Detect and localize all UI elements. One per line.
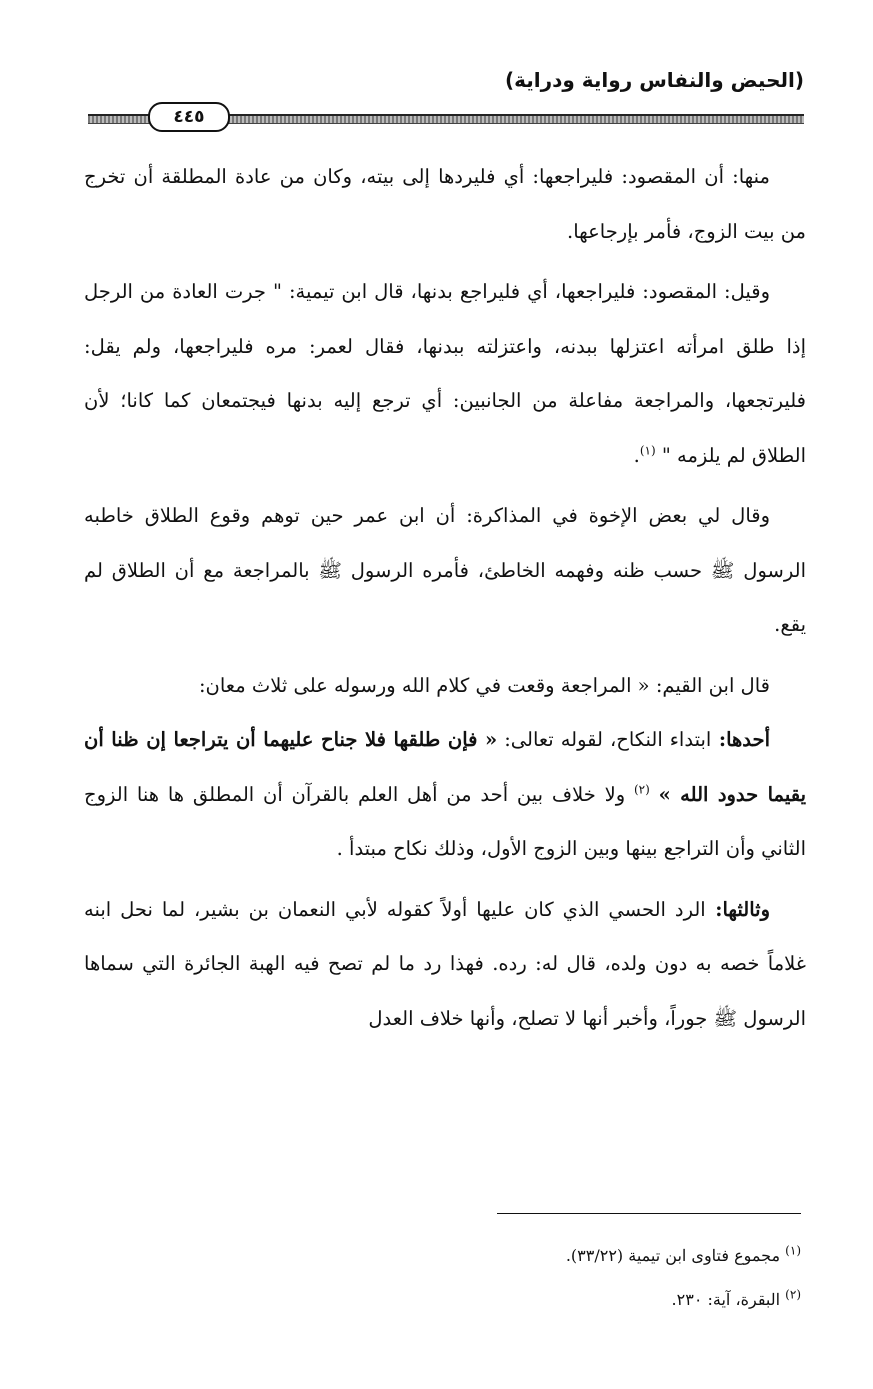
footnote-ref: (٢) xyxy=(633,782,650,796)
paragraph xyxy=(84,713,806,877)
paragraph-text: وقيل: المقصود: فليراجعها، أي فليراجع بدنها، قال ابن تيمية: " جرت العادة من الرجل إذا طلق امرأته اعتزلها ببدنه، واعتزلته ببدنها، فقال لعمر: مره فليراجعها، ولم يقل: فليرتجعها، والمراجعة مفاعلة من الجانبين: أي ترجع إليه بدنها فيجتمعان كما كانا؛ لأن الطلاق لم يلزمه " xyxy=(84,280,806,467)
quran-quote: « فإن طلقها فلا جناح عليهما أن يتراجعا إن ظنا أن يقيما حدود الله » xyxy=(84,728,806,806)
footnote-divider xyxy=(497,1213,801,1214)
footnote-text: البقرة، آية: ٢٣٠. xyxy=(671,1290,781,1309)
paragraph-text: وقال لي بعض الإخوة في المذاكرة: أن ابن عمر حين توهم وقوع الطلاق خاطبه الرسول ﷺ حسب ظنه وفهمه الخاطئ، فأمره الرسول ﷺ بالمراجعة مع أن الطلاق لم يقع. xyxy=(84,504,806,636)
section-label: أحدها: xyxy=(711,728,771,751)
paragraph-text: منها: أن المقصود: فليراجعها: أي فليردها إلى بيته، وكان من عادة المطلقة أن تخرج من بيت الزوج، فأمر بإرجاعها. xyxy=(84,165,806,243)
footnote-text: مجموع فتاوى ابن تيمية (٣٣/٢٢). xyxy=(565,1246,781,1265)
paragraph xyxy=(84,150,806,259)
footnotes xyxy=(420,1234,801,1322)
main-text xyxy=(84,150,806,1046)
footnote-marker: (١) xyxy=(785,1243,801,1258)
page-number: ٤٤٥ xyxy=(148,102,230,132)
running-title: (الحيض والنفاس رواية ودراية) xyxy=(504,68,804,92)
footnote-ref: (١) xyxy=(639,443,656,457)
paragraph-text: ولا خلاف بين أحد من أهل العلم بالقرآن أن المطلق ها هنا الزوج الثاني وأن التراجع بينها وبين الزوج الأول، وذلك نكاح مبتدأ . xyxy=(84,782,806,860)
paragraph xyxy=(84,659,806,714)
paragraph-text: قال ابن القيم: « المراجعة وقعت في كلام الله ورسوله على ثلاث معان: xyxy=(198,673,770,697)
paragraph-text: . xyxy=(633,443,640,467)
page-header xyxy=(88,68,804,128)
footnote-marker: (٢) xyxy=(785,1287,801,1302)
footnote xyxy=(420,1278,801,1322)
paragraph xyxy=(84,265,806,483)
paragraph-text: ابتداء النكاح، لقوله تعالى: xyxy=(497,728,712,751)
section-label: وثالثها: xyxy=(705,897,771,921)
paragraph xyxy=(84,489,806,653)
paragraph xyxy=(84,883,806,1047)
spacer-text xyxy=(650,783,659,806)
paragraph-text: الرد الحسي الذي كان عليها أولاً كقوله لأبي النعمان بن بشير، لما نحل ابنه غلاماً خصه به دون ولده، قال له: رده. فهذا رد ما لم تصح فيه الهبة الجائرة التي سماها الرسول ﷺ جوراً، وأخبر أنها لا تصلح، وأنها خلاف العدل xyxy=(84,897,806,1030)
footnote xyxy=(420,1234,801,1278)
